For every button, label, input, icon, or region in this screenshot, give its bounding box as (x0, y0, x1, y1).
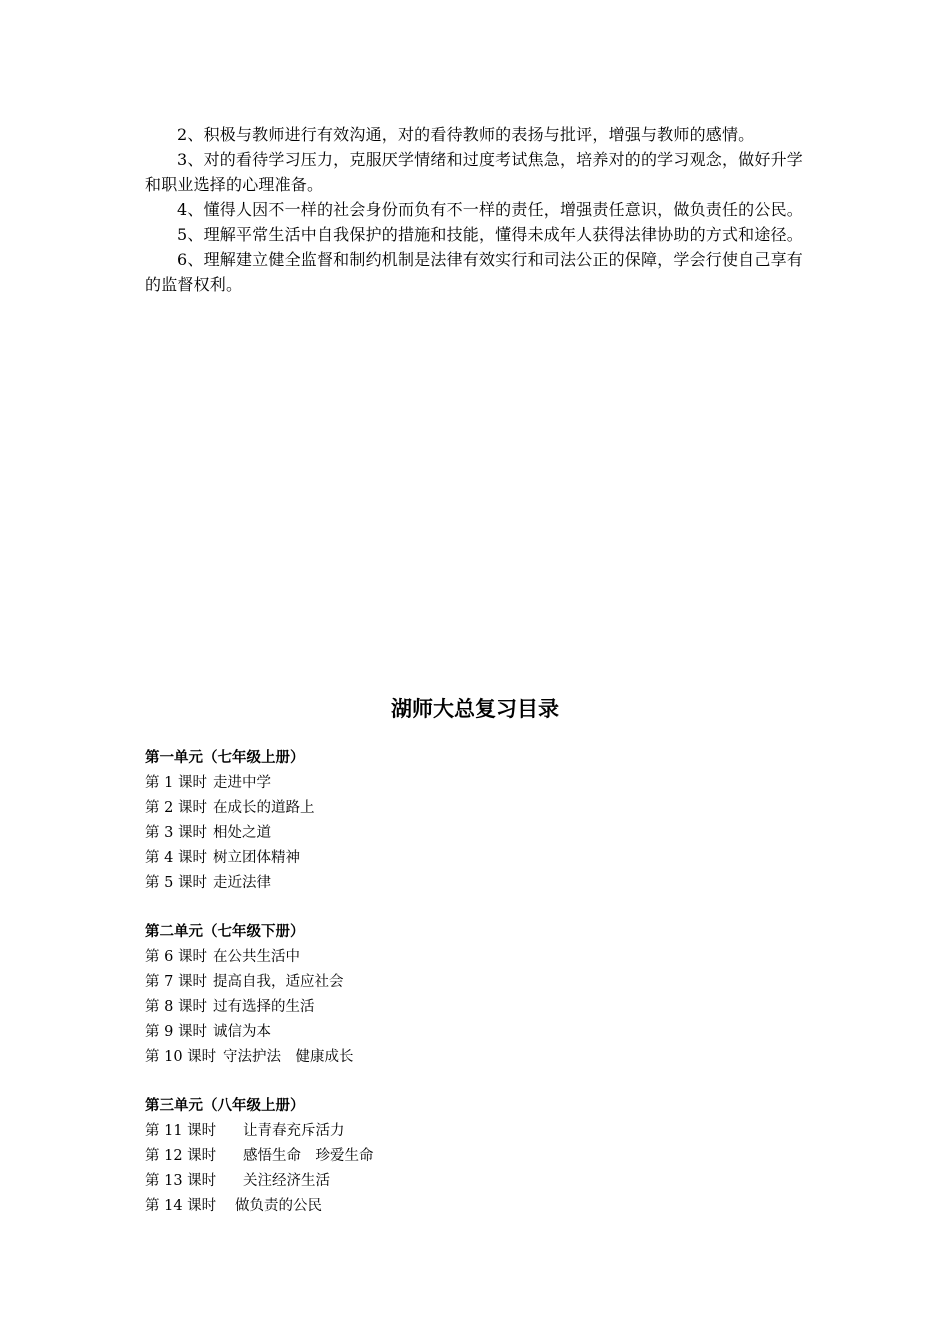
paragraph-6: 6、理解建立健全监督和制约机制是法律有效实行和司法公正的保障，学会行使自己享有的监督权利。 (145, 250, 803, 294)
lesson-number: 第 5 课时 (145, 875, 207, 891)
lesson-name: 在成长的道路上 (213, 800, 315, 816)
lesson-name: 在公共生活中 (213, 949, 300, 965)
list-item (145, 846, 805, 871)
paragraph-2: 2、积极与教师进行有效沟通，对的看待教师的表扬与批评，增强与教师的感情。 (177, 125, 755, 144)
lesson-name: 让青春充斥活力 (243, 1123, 345, 1139)
lesson-number: 第 13 课时 (145, 1173, 217, 1189)
lesson-number: 第 8 课时 (145, 999, 207, 1015)
lesson-name: 走进中学 (213, 775, 271, 791)
lesson-number: 第 14 课时 (145, 1198, 217, 1214)
lesson-number: 第 9 课时 (145, 1024, 207, 1040)
list-item (145, 1119, 805, 1144)
unit-title: 第二单元（七年级下册） (145, 924, 305, 940)
toc-title: 湖师大总复习目录 (391, 697, 559, 721)
lesson-number: 第 3 课时 (145, 825, 207, 841)
unit-title: 第一单元（七年级上册） (145, 750, 305, 766)
lesson-number: 第 2 课时 (145, 800, 207, 816)
list-item (145, 1144, 805, 1169)
paragraph-3: 3、对的看待学习压力，克服厌学情绪和过度考试焦急，培养对的的学习观念，做好升学和职业选择的心理准备。 (145, 150, 803, 194)
list-item (145, 945, 805, 970)
unit-3 (145, 1094, 805, 1219)
lesson-number: 第 1 课时 (145, 775, 207, 791)
paragraph-5: 5、理解平常生活中自我保护的措施和技能，懂得未成年人获得法律协助的方式和途径。 (177, 225, 803, 244)
lesson-name: 树立团体精神 (213, 850, 300, 866)
list-item (145, 1045, 805, 1070)
list-item (145, 1020, 805, 1045)
unit-1 (145, 746, 805, 896)
lesson-number: 第 12 课时 (145, 1148, 217, 1164)
list-item (145, 771, 805, 796)
lesson-name: 过有选择的生活 (213, 999, 315, 1015)
lesson-number: 第 7 课时 (145, 974, 207, 990)
unit-title: 第三单元（八年级上册） (145, 1098, 305, 1114)
list-item (145, 995, 805, 1020)
list-item (145, 796, 805, 821)
lesson-name: 相处之道 (213, 825, 271, 841)
lesson-name: 关注经济生活 (243, 1173, 330, 1189)
lesson-number: 第 6 课时 (145, 949, 207, 965)
lesson-name: 走近法律 (213, 875, 271, 891)
list-item (145, 970, 805, 995)
lesson-name: 做负责的公民 (235, 1198, 322, 1214)
lesson-number: 第 10 课时 (145, 1049, 217, 1065)
lesson-number: 第 11 课时 (145, 1123, 217, 1139)
lesson-name: 守法护法 健康成长 (223, 1049, 354, 1065)
lesson-number: 第 4 课时 (145, 850, 207, 866)
paragraph-4: 4、懂得人因不一样的社会身份而负有不一样的责任，增强责任意识，做负责任的公民。 (177, 200, 803, 219)
lesson-name: 感悟生命 珍爱生命 (243, 1148, 374, 1164)
body-paragraphs (145, 122, 807, 297)
unit-2 (145, 920, 805, 1070)
list-item (145, 1169, 805, 1194)
lesson-name: 提高自我，适应社会 (213, 974, 344, 990)
list-item (145, 871, 805, 896)
list-item (145, 821, 805, 846)
list-item (145, 1194, 805, 1219)
table-of-contents (145, 746, 805, 1243)
lesson-name: 诚信为本 (213, 1024, 271, 1040)
